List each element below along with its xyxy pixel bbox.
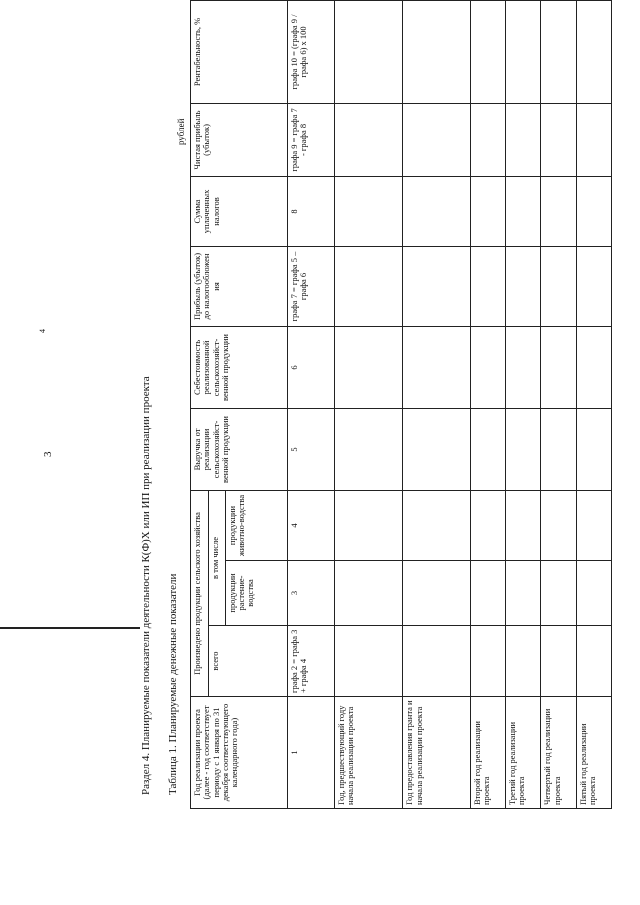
- row-label: Пятый год реализации проекта: [576, 697, 611, 809]
- money-indicators-table: [190, 0, 612, 809]
- top-mark: 4: [38, 329, 47, 333]
- header-profit-before-tax: Прибыль (убыток) до налогообложен ия: [191, 246, 288, 326]
- header-taxes: Сумма уплаченных налогов: [191, 176, 288, 246]
- header-net-profit: Чистая прибыль (убыток): [191, 103, 288, 176]
- num-5: 5: [288, 408, 335, 490]
- header-livestock: продукции животно-водства: [225, 490, 287, 560]
- header-crop: продукции растение-водства: [225, 561, 287, 626]
- num-6: 6: [288, 326, 335, 408]
- header-cost: Себестоимость реализованной сельскохозяйст-венной продукции: [191, 326, 288, 408]
- num-9: графа 9 = графа 7 - графа 8: [288, 103, 335, 176]
- num-4: 4: [288, 490, 335, 560]
- row-label: Год, предшествующий году начала реализации проекта: [335, 697, 403, 809]
- header-produced: Произведено продукции сельского хозяйства: [191, 490, 209, 696]
- header-profitability: Рентабельность, %: [191, 0, 288, 103]
- num-1: 1: [288, 697, 335, 809]
- row-label: Второй год реализации проекта: [470, 697, 505, 809]
- header-including: в том числе: [208, 490, 225, 625]
- units-label: рублей: [176, 118, 186, 145]
- row-label: Год предоставления гранта и начала реализации проекта: [403, 697, 470, 809]
- row-label: Третий год реализации проекта: [505, 697, 540, 809]
- table-title: Таблица 1. Планируемые денежные показатели: [167, 573, 179, 795]
- page-number: 3: [42, 451, 54, 457]
- num-10: графа 10 = (графа 9 / графа 6) x 100: [288, 0, 335, 103]
- section-title: Раздел 4. Планируемые показатели деятельности К(Ф)Х или ИП при реализации проекта: [140, 376, 152, 795]
- header-revenue: Выручка от реализации сельскохозяйст-венной продукции: [191, 408, 288, 490]
- binding-edge-line: [0, 627, 140, 629]
- num-8: 8: [288, 176, 335, 246]
- row-label: Четвертый год реализации проекта: [541, 697, 576, 809]
- num-3: 3: [288, 561, 335, 626]
- num-2: графа 2 = графа 3 + графа 4: [288, 626, 335, 697]
- header-produced-total: всего: [208, 626, 287, 697]
- num-7: графа 7 = графа 5 – графа 6: [288, 246, 335, 326]
- header-year: Год реализации проекта (далее - год соответствует периоду с 1 января по 31 декабря соответствующего календарного года): [191, 697, 288, 809]
